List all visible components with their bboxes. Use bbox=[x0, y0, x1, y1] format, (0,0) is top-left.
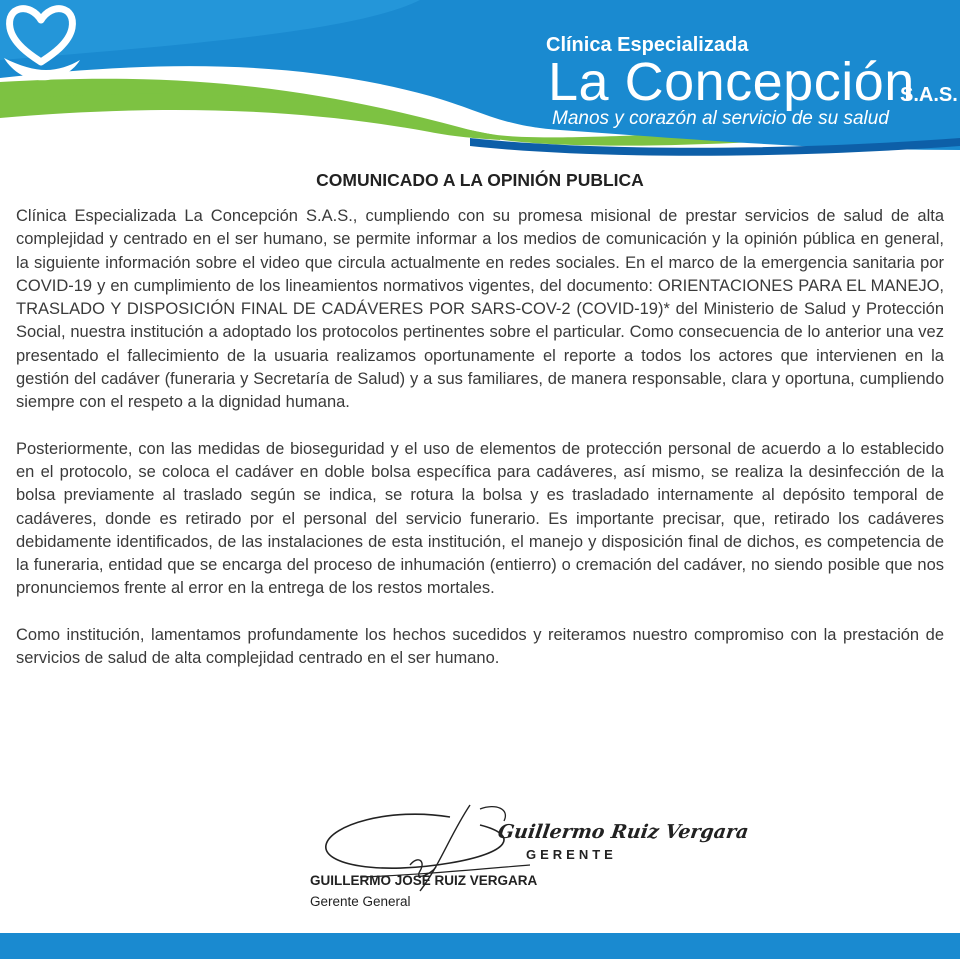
signer-name: GUILLERMO JOSÉ RUIZ VERGARA bbox=[310, 873, 538, 888]
document-title: COMUNICADO A LA OPINIÓN PUBLICA bbox=[316, 170, 644, 190]
clinic-name: La Concepción bbox=[548, 52, 915, 112]
clinic-tagline: Manos y corazón al servicio de su salud bbox=[552, 108, 889, 129]
paragraph-2: Posteriormente, con las medidas de bioseguridad y el uso de elementos de protección personal de acuerdo a lo establecido en el protocolo, se coloca el cadáver en doble bolsa específica para cadáveres, así mismo, se realiza la desinfección de la bolsa previamente al traslado según se indica, se rotura la bolsa y es trasladado internamente al depósito temporal de cadáveres, donde es retirado por el personal del servicio funerario. Es importante precisar, que, retirado los cadáveres debidamente identificados, de las instalaciones de esta institución, el manejo y disposición final de dichos, es competencia de la funeraria, entidad que se encarga del proceso de inhumación (entierro) o cremación del cadáver, no siendo posible que nos pronunciemos frente al error en la entrega de los restos mortales. bbox=[16, 439, 944, 598]
signature-script-role: GERENTE bbox=[526, 847, 617, 862]
footer-bar bbox=[0, 933, 960, 959]
signature-script-name: Guillermo Ruiz Vergara bbox=[496, 821, 750, 843]
heart-hands-icon bbox=[0, 0, 82, 88]
paragraph-3: Como institución, lamentamos profundamente los hechos sucedidos y reiteramos nuestro compromiso con la prestación de servicios de salud de alta complejidad centrado en el ser humano. bbox=[16, 625, 944, 668]
clinic-suffix: S.A.S. bbox=[900, 84, 958, 106]
header-banner bbox=[0, 0, 960, 160]
signer-role: Gerente General bbox=[310, 894, 411, 909]
signature-block bbox=[300, 795, 750, 925]
clinic-subtitle: Clínica Especializada bbox=[546, 34, 749, 56]
paragraph-1: Clínica Especializada La Concepción S.A.S., cumpliendo con su promesa misional de prestar servicios de salud de alta complejidad y centrado en el ser humano, se permite informar a los medios de comunicación y la opinión pública en general, la siguiente información sobre el video que circula actualmente en redes sociales. En el marco de la emergencia sanitaria por COVID-19 y en cumplimiento de los lineamientos normativos vigentes, del documento: ORIENTACIONES PARA EL MANEJO, TRASLADO Y DISPOSICIÓN FINAL DE CADÁVERES POR SARS-COV-2 (COVID-19)* del Ministerio de Salud y Protección Social, nuestra institución a adoptado los protocolos pertinentes sobre el particular. Como consecuencia de lo anterior una vez presentado el fallecimiento de la usuaria realizamos oportunamente el reporte a todos los actores que intervienen en la gestión del cadáver (funeraria y Secretaría de Salud) y a sus familiares, de manera responsable, clara y oportuna, cumpliendo siempre con el respeto a la dignidad humana. bbox=[16, 207, 944, 412]
document-body bbox=[16, 205, 944, 693]
